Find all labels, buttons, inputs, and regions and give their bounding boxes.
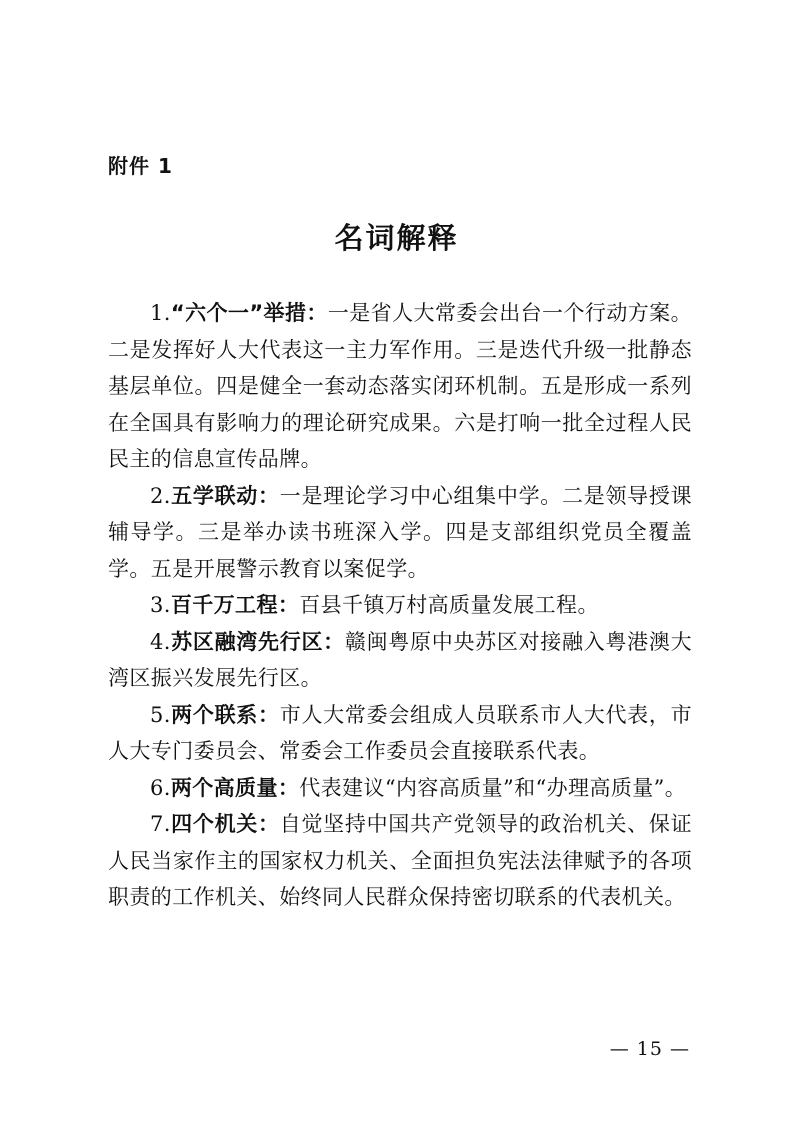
entry-text: 代表建议“内容高质量”和“办理高质量”。 bbox=[299, 775, 687, 800]
glossary-entry bbox=[108, 587, 692, 624]
glossary-entry bbox=[108, 697, 692, 770]
page-title: 名词解释 bbox=[334, 221, 459, 255]
entry-number: 2. bbox=[150, 483, 171, 508]
entry-text: 百县千镇万村高质量发展工程。 bbox=[299, 593, 599, 617]
entry-term: 苏区融湾先行区： bbox=[170, 629, 345, 654]
entry-term: 两个联系： bbox=[170, 702, 280, 727]
entry-term: 五学联动： bbox=[170, 483, 280, 508]
entry-number: 7. bbox=[150, 812, 171, 836]
entry-term: 四个机关： bbox=[170, 812, 280, 836]
glossary-entry bbox=[108, 295, 692, 478]
entry-text: 自觉坚持中国共产党领导的政治机关、保证人民当家作主的国家权力机关、全面担负宪法法律赋予的各项职责的工作机关、始终同人民群众保持密切联系的代表机关。 bbox=[108, 812, 692, 909]
entry-number: 4. bbox=[150, 629, 171, 654]
entry-text: 赣闽粤原中央苏区对接融入粤港澳大湾区振兴发展先行区。 bbox=[108, 629, 692, 690]
glossary-body bbox=[108, 295, 692, 916]
entry-number: 3. bbox=[150, 593, 171, 617]
entry-term: 两个高质量： bbox=[170, 775, 300, 800]
attachment-label: 附件 1 bbox=[108, 154, 173, 178]
entry-term: “六个一”举措： bbox=[170, 301, 328, 325]
glossary-entry bbox=[108, 478, 692, 588]
entry-text: 一是理论学习中心组集中学。二是领导授课辅导学。三是举办读书班深入学。四是支部组织党员全覆盖学。五是开展警示教育以案促学。 bbox=[108, 483, 692, 581]
glossary-entry bbox=[108, 806, 692, 916]
entry-number: 5. bbox=[150, 702, 171, 727]
page-number: — 15 — bbox=[609, 1038, 690, 1060]
glossary-entry bbox=[108, 770, 692, 807]
entry-number: 1. bbox=[150, 301, 171, 325]
glossary-entry bbox=[108, 624, 692, 697]
entry-text: 一是省人大常委会出台一个行动方案。二是发挥好人大代表这一主力军作用。三是迭代升级一批静态基层单位。四是健全一套动态落实闭环机制。五是形成一系列在全国具有影响力的理论研究成果。六是打响一批全过程人民民主的信息宣传品牌。 bbox=[108, 301, 692, 471]
entry-term: 百千万工程： bbox=[170, 593, 300, 617]
entry-text: 市人大常委会组成人员联系市人大代表，市人大专门委员会、常委会工作委员会直接联系代表。 bbox=[108, 702, 692, 763]
entry-number: 6. bbox=[150, 775, 171, 800]
